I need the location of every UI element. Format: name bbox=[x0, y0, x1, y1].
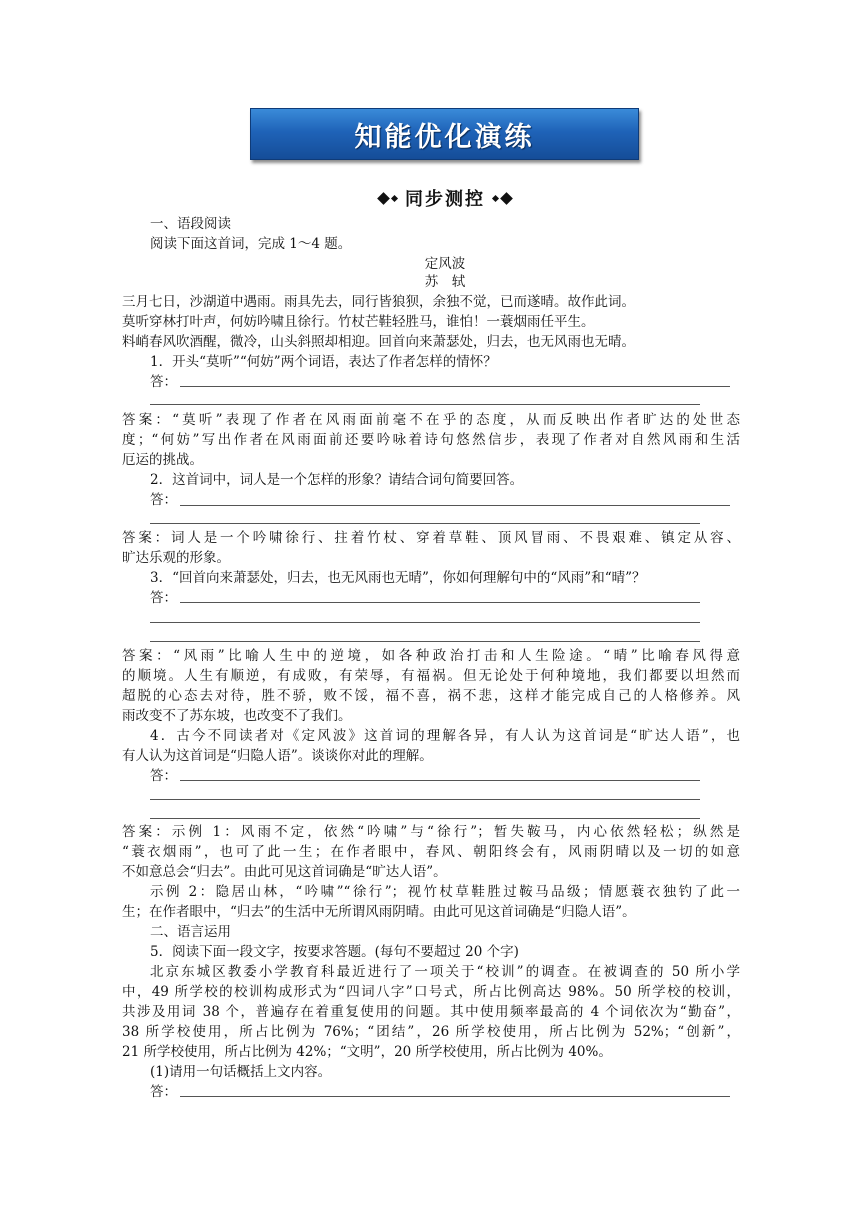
answer-3-line: 雨改变不了苏东坡，也改变不了我们。 bbox=[122, 708, 352, 724]
page-banner bbox=[250, 108, 639, 160]
answer-1-line: 厄运的挑战。 bbox=[122, 452, 203, 468]
answer-2-line: 答案：词人是一个吟啸徐行、拄着竹杖、穿着草鞋、顶风冒雨、不畏艰难、镇定从容、 bbox=[122, 530, 740, 546]
answer-2-line: 旷达乐观的形象。 bbox=[122, 550, 230, 566]
answer-blank-line[interactable] bbox=[150, 818, 700, 819]
answer-3-line: 答案：“风雨”比喻人生中的逆境，如各种政治打击和人生险途。“晴”比喻春风得意 bbox=[122, 648, 740, 664]
answer-blank-line[interactable] bbox=[150, 404, 700, 405]
answer-4-line: 生；在作者眼中，“归去”的生活中无所谓风雨阴晴。由此可见这首词确是“归隐人语”。 bbox=[122, 904, 636, 920]
passage-line: 中，49 所学校的校训构成形式为“四词八字”口号式，所占比例高达 98%。50 所学校的校训， bbox=[122, 984, 740, 1000]
section-title: 同步测控 bbox=[401, 185, 489, 211]
part1-intro: 阅读下面这首词，完成 1～4 题。 bbox=[150, 236, 352, 252]
answer-4-line: 答案：示例 1：风雨不定，依然“吟啸”与“徐行”；暂失鞍马，内心依然轻松；纵然是 bbox=[122, 824, 740, 840]
answer-blank-line[interactable] bbox=[180, 1096, 730, 1097]
answer-blank-line[interactable] bbox=[180, 602, 700, 603]
answer-label: 答： bbox=[150, 1084, 177, 1100]
section-header bbox=[355, 186, 535, 210]
banner-title: 知能优化演练 bbox=[354, 121, 535, 153]
answer-4-line: 示例 2：隐居山林，“吟啸”“徐行”；视竹杖草鞋胜过鞍马品级；情愿蓑衣独钓了此一 bbox=[150, 884, 740, 900]
answer-blank-line[interactable] bbox=[150, 641, 700, 642]
diamond-icon bbox=[377, 192, 390, 205]
answer-blank-line[interactable] bbox=[150, 799, 700, 800]
question-4-line: 有人认为这首词是“归隐人语”。谈谈你对此的理解。 bbox=[122, 748, 433, 764]
part2-heading: 二、语言运用 bbox=[150, 924, 231, 940]
passage-line: 21 所学校使用，所占比例为 42%；“文明”，20 所学校使用，所占比例为 40%。 bbox=[122, 1044, 612, 1060]
small-diamond-icon bbox=[391, 194, 398, 201]
answer-3-line: 的顺境。人生有顺逆，有成败，有荣辱，有福祸。但无论处于何种境地，我们都要以坦然而 bbox=[122, 668, 740, 684]
question-1: 1．开头“莫听”“何妨”两个词语，表达了作者怎样的情怀？ bbox=[150, 354, 497, 370]
poem-title: 定风波 bbox=[424, 256, 466, 272]
question-2: 2．这首词中，词人是一个怎样的形象？请结合词句简要回答。 bbox=[150, 472, 524, 488]
small-diamond-icon bbox=[492, 194, 499, 201]
answer-4-line: 不如意总会“归去”。由此可见这首词确是“旷达人语”。 bbox=[122, 864, 447, 880]
question-3: 3．“回首向来萧瑟处，归去，也无风雨也无晴”，你如何理解句中的“风雨”和“晴”？ bbox=[150, 570, 646, 586]
passage-line: 北京东城区教委小学教育科最近进行了一项关于“校训”的调查。在被调查的 50 所小学 bbox=[150, 964, 740, 980]
answer-4-line: “蓑衣烟雨”，也可了此一生；在作者眼中，春风、朝阳终会有，风雨阴晴以及一切的如意 bbox=[122, 844, 740, 860]
question-5: 5．阅读下面一段文字，按要求答题。(每句不要超过 20 个字) bbox=[150, 944, 519, 960]
question-4-line: 4．古今不同读者对《定风波》这首词的理解各异，有人认为这首词是“旷达人语”，也 bbox=[150, 728, 740, 744]
answer-label: 答： bbox=[150, 590, 177, 606]
answer-blank-line[interactable] bbox=[180, 505, 730, 506]
poem-line: 料峭春风吹酒醒，微冷，山头斜照却相迎。回首向来萧瑟处，归去，也无风雨也无晴。 bbox=[122, 334, 635, 350]
answer-label: 答： bbox=[150, 768, 177, 784]
diamond-icon bbox=[500, 192, 513, 205]
answer-blank-line[interactable] bbox=[150, 622, 700, 623]
passage-line: 共涉及用词 38 个，普遍存在着重复使用的问题。其中使用频率最高的 4 个词依次为“勤奋”， bbox=[122, 1004, 740, 1020]
poem-author: 苏 轼 bbox=[424, 274, 466, 290]
answer-1-line: 度；“何妨”写出作者在风雨面前还要吟咏着诗句悠然信步，表现了作者对自然风雨和生活 bbox=[122, 432, 740, 448]
answer-label: 答： bbox=[150, 492, 177, 508]
poem-line: 三月七日，沙湖道中遇雨。雨具先去，同行皆狼狈，余独不觉，已而遂晴。故作此词。 bbox=[122, 294, 635, 310]
answer-blank-line[interactable] bbox=[180, 780, 700, 781]
answer-3-line: 超脱的心态去对待，胜不骄，败不馁，福不喜，祸不悲，这样才能完成自己的人格修养。风 bbox=[122, 688, 740, 704]
poem-line: 莫听穿林打叶声，何妨吟啸且徐行。竹杖芒鞋轻胜马，谁怕！一蓑烟雨任平生。 bbox=[122, 314, 595, 330]
answer-1-line: 答案：“莫听”表现了作者在风雨面前毫不在乎的态度，从而反映出作者旷达的处世态 bbox=[122, 412, 740, 428]
answer-blank-line[interactable] bbox=[150, 523, 700, 524]
sub-question-1: (1)请用一句话概括上文内容。 bbox=[150, 1064, 332, 1080]
answer-blank-line[interactable] bbox=[180, 386, 730, 387]
part1-heading: 一、语段阅读 bbox=[150, 216, 231, 232]
answer-label: 答： bbox=[150, 374, 177, 390]
passage-line: 38 所学校使用，所占比例为 76%；“团结”，26 所学校使用，所占比例为 52%；“创新”， bbox=[122, 1024, 740, 1040]
